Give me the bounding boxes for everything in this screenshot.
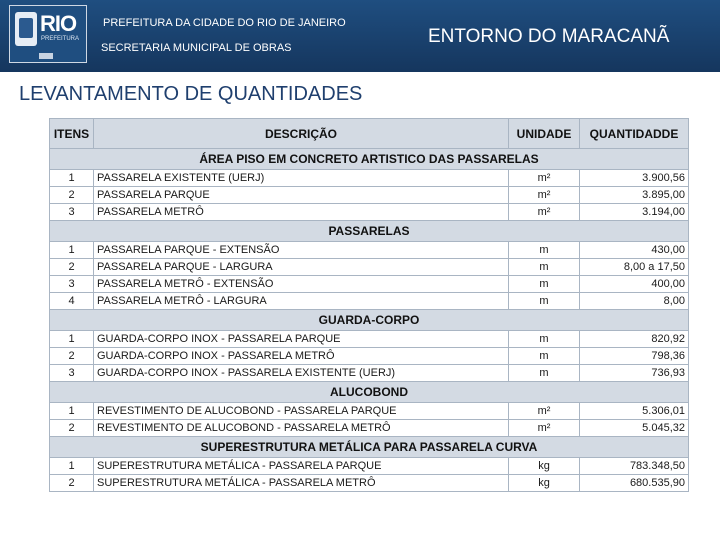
cell-unit: m [509, 365, 580, 382]
cell-unit: m² [509, 170, 580, 187]
col-header-descricao: DESCRIÇÃO [94, 119, 509, 149]
cell-description: REVESTIMENTO DE ALUCOBOND - PASSARELA METRÔ [94, 420, 509, 437]
cell-unit: m [509, 242, 580, 259]
table-row [50, 242, 689, 259]
cell-item: 2 [50, 420, 94, 437]
header-city-name: PREFEITURA DA CIDADE DO RIO DE JANEIRO [103, 17, 346, 29]
cell-quantity: 680.535,90 [580, 475, 689, 492]
cell-item: 1 [50, 403, 94, 420]
cell-unit: m [509, 259, 580, 276]
table-body [50, 149, 689, 492]
header-banner [0, 0, 720, 72]
cell-description: GUARDA-CORPO INOX - PASSARELA PARQUE [94, 331, 509, 348]
col-header-quantidade: QUANTIDADDE [580, 119, 689, 149]
cell-item: 2 [50, 187, 94, 204]
cell-description: PASSARELA METRÔ - EXTENSÃO [94, 276, 509, 293]
header-project-title: ENTORNO DO MARACANÃ [428, 26, 670, 47]
cell-unit: m² [509, 403, 580, 420]
cell-unit: m [509, 276, 580, 293]
logo-subtext: PREFEITURA [41, 36, 80, 42]
cell-item: 4 [50, 293, 94, 310]
table-row [50, 348, 689, 365]
section-title: ALUCOBOND [50, 382, 689, 403]
table-row [50, 276, 689, 293]
table-row [50, 403, 689, 420]
cell-item: 1 [50, 331, 94, 348]
col-header-itens: ITENS [50, 119, 94, 149]
cell-quantity: 3.194,00 [580, 204, 689, 221]
cell-description: PASSARELA EXISTENTE (UERJ) [94, 170, 509, 187]
section-title: GUARDA-CORPO [50, 310, 689, 331]
cell-quantity: 5.306,01 [580, 403, 689, 420]
cell-item: 2 [50, 259, 94, 276]
cell-item: 2 [50, 348, 94, 365]
logo-text: RIO [40, 11, 77, 36]
table-row [50, 420, 689, 437]
table-row [50, 204, 689, 221]
cell-unit: m² [509, 187, 580, 204]
section-header-row [50, 382, 689, 403]
table-row [50, 170, 689, 187]
cell-description: GUARDA-CORPO INOX - PASSARELA METRÔ [94, 348, 509, 365]
cell-quantity: 3.895,00 [580, 187, 689, 204]
cell-quantity: 8,00 a 17,50 [580, 259, 689, 276]
section-title: SUPERESTRUTURA METÁLICA PARA PASSARELA CURVA [50, 437, 689, 458]
cell-description: SUPERESTRUTURA METÁLICA - PASSARELA PARQUE [94, 458, 509, 475]
table-row [50, 331, 689, 348]
cell-unit: kg [509, 475, 580, 492]
cell-description: SUPERESTRUTURA METÁLICA - PASSARELA METRÔ [94, 475, 509, 492]
logo-tag [39, 53, 53, 59]
cell-quantity: 783.348,50 [580, 458, 689, 475]
cell-unit: m [509, 293, 580, 310]
section-title: PASSARELAS [50, 221, 689, 242]
cell-description: PASSARELA METRÔ [94, 204, 509, 221]
cell-quantity: 400,00 [580, 276, 689, 293]
cell-item: 2 [50, 475, 94, 492]
quantities-table [49, 118, 689, 492]
cell-quantity: 3.900,56 [580, 170, 689, 187]
cell-quantity: 5.045,32 [580, 420, 689, 437]
cell-item: 1 [50, 242, 94, 259]
table-header-row [50, 119, 689, 149]
section-header-row [50, 310, 689, 331]
header-department: SECRETARIA MUNICIPAL DE OBRAS [101, 42, 292, 54]
cell-unit: m² [509, 204, 580, 221]
cell-quantity: 736,93 [580, 365, 689, 382]
cell-unit: m [509, 348, 580, 365]
cell-description: PASSARELA PARQUE - LARGURA [94, 259, 509, 276]
cell-item: 1 [50, 170, 94, 187]
cell-item: 1 [50, 458, 94, 475]
col-header-unidade: UNIDADE [509, 119, 580, 149]
rio-prefeitura-logo [9, 5, 87, 63]
table-row [50, 187, 689, 204]
cell-description: PASSARELA PARQUE - EXTENSÃO [94, 242, 509, 259]
table-row [50, 475, 689, 492]
cell-description: REVESTIMENTO DE ALUCOBOND - PASSARELA PARQUE [94, 403, 509, 420]
cell-unit: m [509, 331, 580, 348]
section-header-row [50, 221, 689, 242]
cell-quantity: 820,92 [580, 331, 689, 348]
section-title: ÁREA PISO EM CONCRETO ARTISTICO DAS PASSARELAS [50, 149, 689, 170]
section-header-row [50, 437, 689, 458]
page-title: LEVANTAMENTO DE QUANTIDADES [19, 83, 363, 105]
cell-unit: kg [509, 458, 580, 475]
cell-item: 3 [50, 204, 94, 221]
section-header-row [50, 149, 689, 170]
table-row [50, 365, 689, 382]
cell-quantity: 430,00 [580, 242, 689, 259]
table-row [50, 458, 689, 475]
cell-description: PASSARELA PARQUE [94, 187, 509, 204]
cell-quantity: 8,00 [580, 293, 689, 310]
table-row [50, 259, 689, 276]
cell-unit: m² [509, 420, 580, 437]
cell-quantity: 798,36 [580, 348, 689, 365]
cell-description: GUARDA-CORPO INOX - PASSARELA EXISTENTE (UERJ) [94, 365, 509, 382]
cell-description: PASSARELA METRÔ - LARGURA [94, 293, 509, 310]
city-seal-inner [19, 18, 33, 38]
table-row [50, 293, 689, 310]
cell-item: 3 [50, 365, 94, 382]
cell-item: 3 [50, 276, 94, 293]
